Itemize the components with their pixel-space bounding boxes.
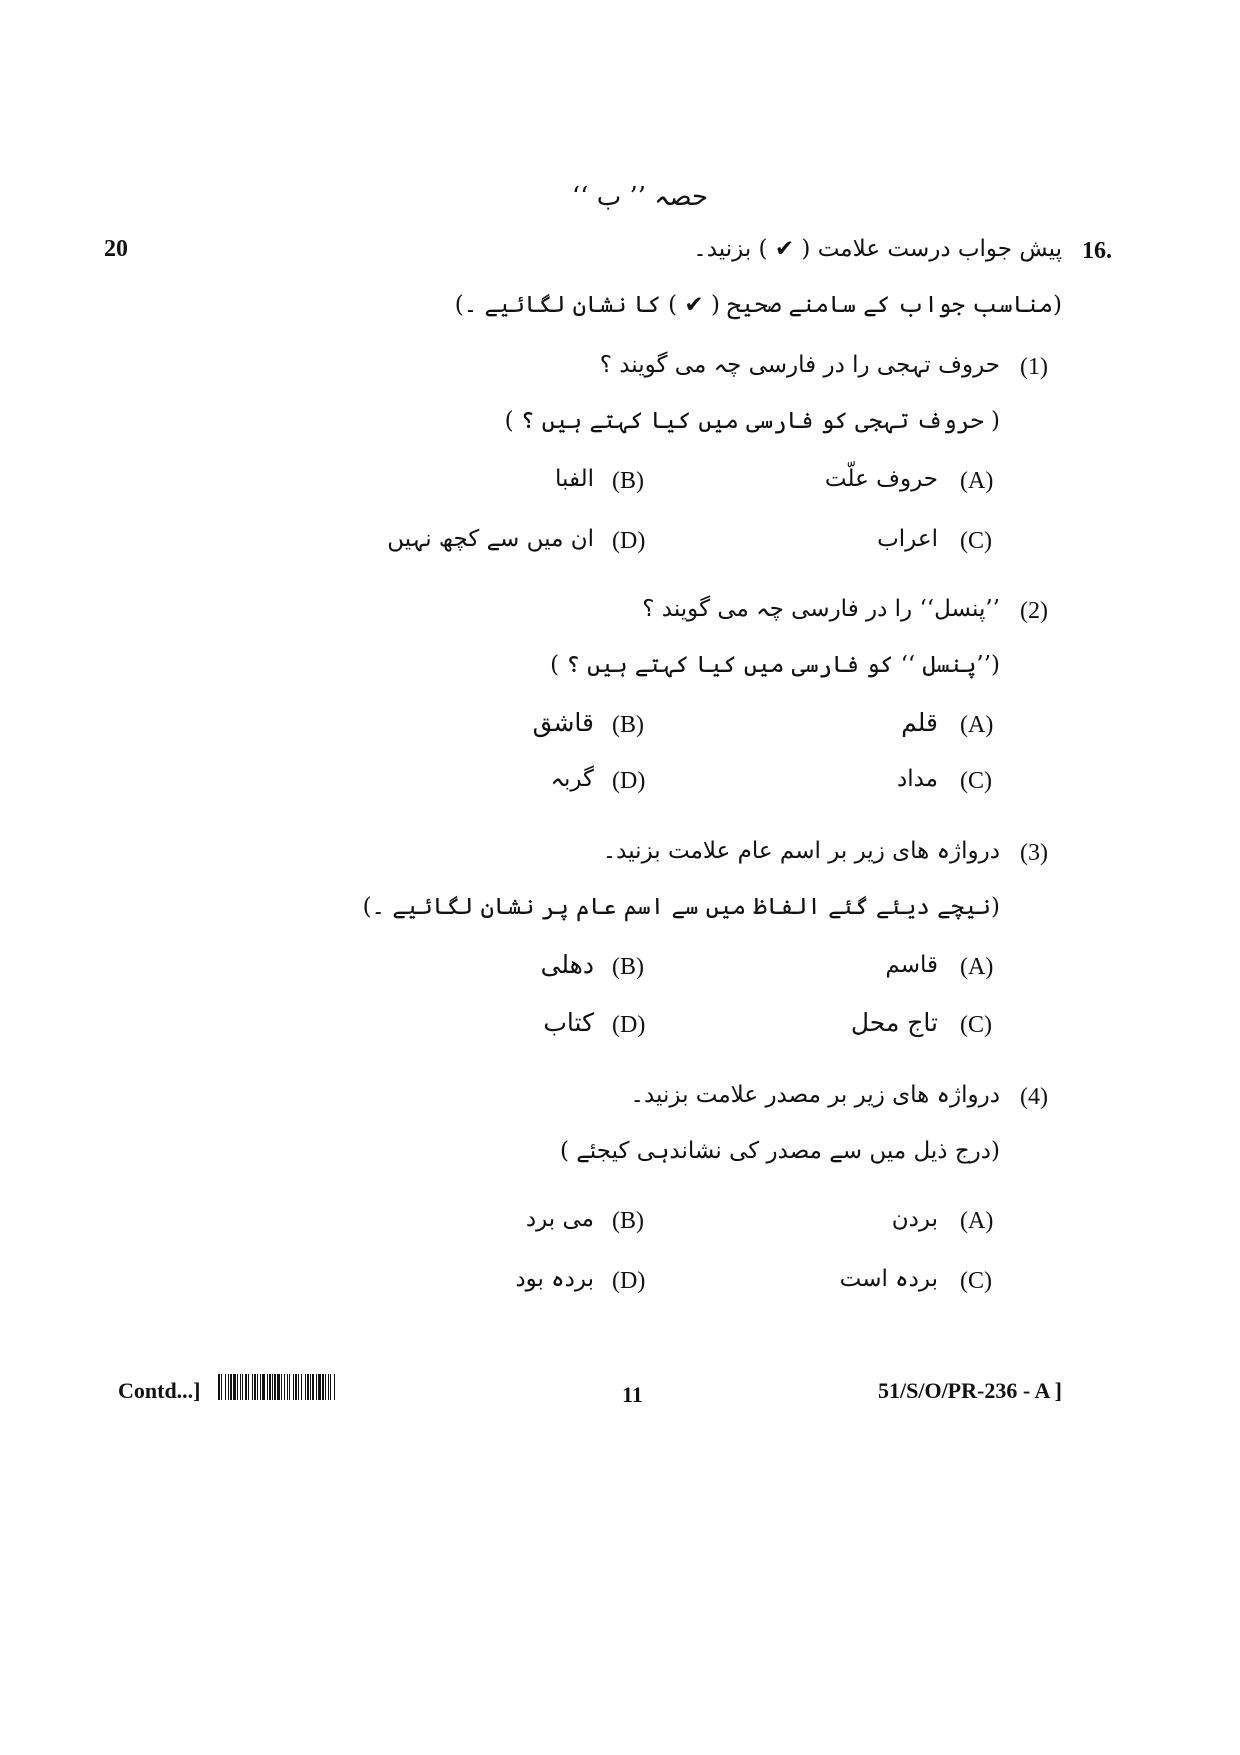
option-d-label: (D) [612,528,646,554]
paper-code: 51/S/O/PR-236 - A ] [878,1378,1062,1403]
option-a-text[interactable]: قاسم [885,952,938,978]
instruction-urdu: (مناسب جواب کے سامنے صحیح ( ✔ ) کا نشان لگائیے ۔) [454,292,1062,318]
option-b-text[interactable]: قاشق [532,708,594,737]
option-b-text[interactable]: الفبا [555,466,594,492]
sub-question-urdu: (نیچے دیئے گئے الفاظ میں سے اسم عام پر نشان لگائیے ۔) [362,894,1000,920]
option-b-label: (B) [612,1208,644,1234]
option-c-text[interactable]: اعراب [877,526,938,552]
option-a-text[interactable]: بردن [891,1206,938,1232]
option-d-label: (D) [612,768,646,794]
section-heading: حصہ ’’ ب ‘‘ [571,182,709,212]
option-b-label: (B) [612,954,644,980]
option-c-label: (C) [960,528,992,554]
option-b-text[interactable]: دھلی [540,950,594,979]
barcode [218,1374,558,1400]
footer-contd: Contd...] [118,1378,201,1403]
barcode-bar [335,1374,337,1400]
instruction-persian: پیش جواب درست علامت ( ✔ ) بزنید۔ [693,236,1062,262]
option-c-label: (C) [960,1268,992,1294]
option-d-text[interactable]: گربہ [550,766,594,792]
sub-question-number: (2) [1020,598,1048,624]
sub-question-number: (1) [1020,354,1048,380]
option-a-label: (A) [960,1208,994,1234]
page-number: 11 [622,1382,643,1407]
sub-question-persian: درواژہ ھای زیر بر مصدر علامت بزنید۔ [630,1082,1000,1108]
option-c-label: (C) [960,1012,992,1038]
sub-question-urdu: (درج ذیل میں سے مصدر کی نشاندہی کیجئے ) [560,1138,1000,1164]
sub-question-persian: حروف تہجی را در فارسی چہ می گویند ؟ [599,352,1000,378]
marks: 20 [104,236,128,262]
option-c-text[interactable]: تاج محل [850,1008,938,1037]
sub-question-persian: درواژہ ھای زیر بر اسم عام علامت بزنید۔ [602,838,1000,864]
question-number: 16. [1082,238,1112,264]
sub-question-urdu: (’’پنسل ‘‘ کو فارسی میں کیا کہتے ہیں ؟ ) [550,652,1000,678]
sub-question-persian: ’’پنسل‘‘ را در فارسی چہ می گویند ؟ [642,596,1000,622]
option-a-text[interactable]: قلم [901,708,938,737]
option-d-text[interactable]: کتاب [543,1008,594,1037]
sub-question-number: (4) [1020,1084,1048,1110]
sub-question-number: (3) [1020,840,1048,866]
option-a-label: (A) [960,468,994,494]
option-b-label: (B) [612,468,644,494]
option-a-label: (A) [960,712,994,738]
option-b-label: (B) [612,712,644,738]
option-c-text[interactable]: بردہ است [839,1266,938,1292]
option-a-label: (A) [960,954,994,980]
option-d-label: (D) [612,1268,646,1294]
option-d-label: (D) [612,1012,646,1038]
sub-question-urdu: ( حروف تہجی کو فارسی میں کیا کہتے ہیں ؟ ) [504,408,1000,434]
option-d-text[interactable]: بردہ بود [515,1266,594,1292]
option-a-text[interactable]: حروف علّت [824,466,938,492]
option-d-text[interactable]: ان میں سے کچھ نہیں [387,526,594,552]
option-c-label: (C) [960,768,992,794]
option-c-text[interactable]: مداد [896,766,938,792]
option-b-text[interactable]: می برد [525,1206,594,1232]
